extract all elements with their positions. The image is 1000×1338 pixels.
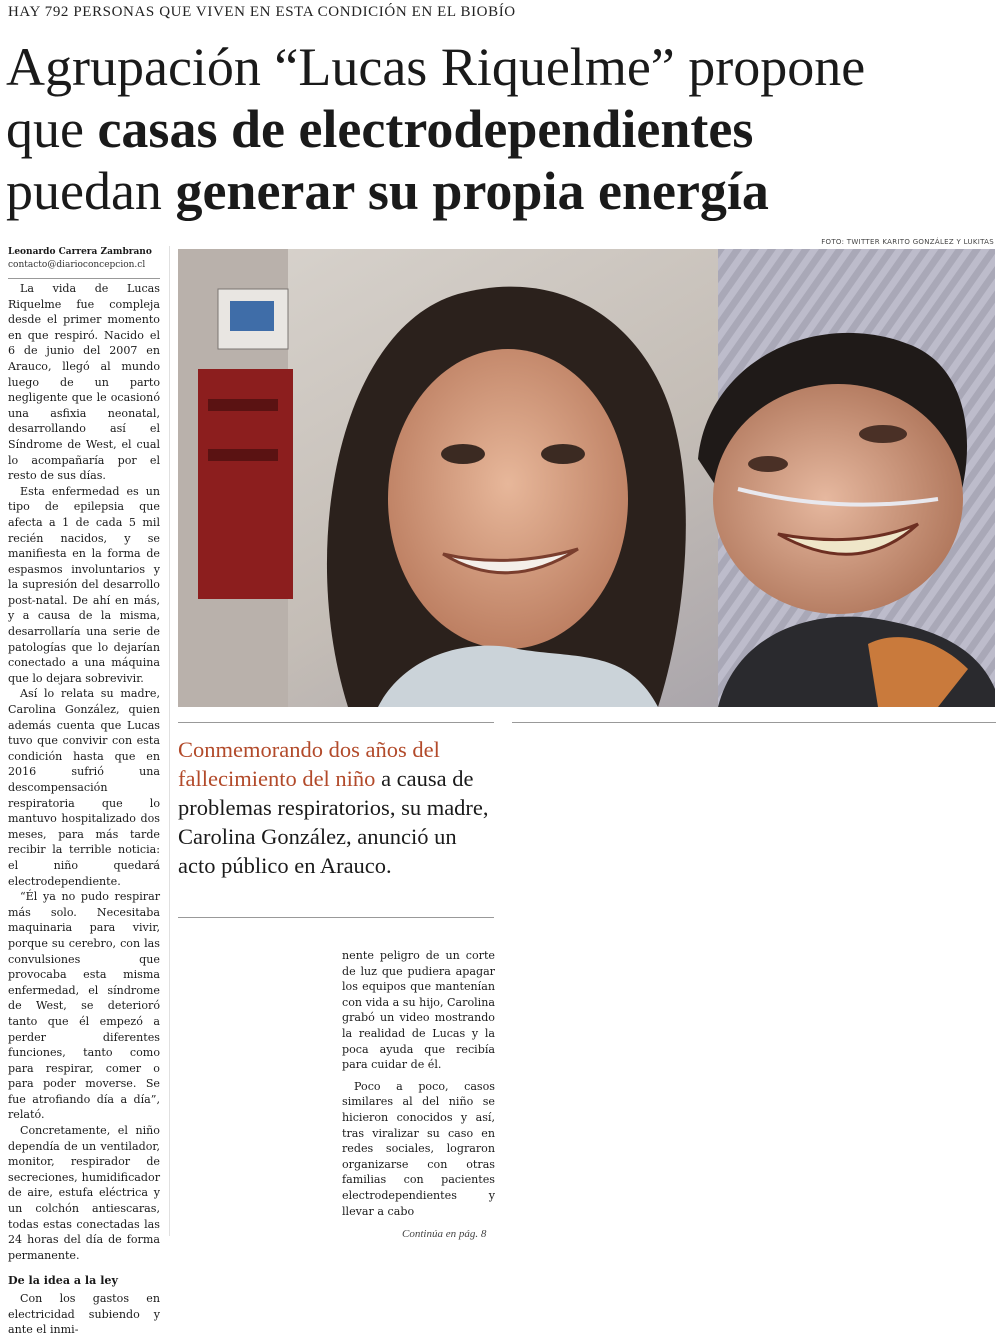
paragraph: nente peligro de un corte de luz que pudiera apagar los equipos que mantenían con vida a su hijo, Carolina grabó un video mostrando la realidad de Lucas y la poca ayuda que recibía para cuidar de él.: [342, 949, 495, 1072]
divider: [512, 722, 996, 723]
paragraph: La vida de Lucas Riquelme fue compleja desde el primer momento en que respiró. Nacido el 6 de junio del 2007 en Arauco, llegó al mundo luego de un parto negligente que le ocasionó una asfixia neonatal, desarrollando así el Síndrome de West, el cual lo acompañaría por el resto de sus días.: [8, 282, 160, 483]
pull-quote-accent: Conmemorando dos años del fallecimiento del niño: [178, 737, 440, 791]
photo-credit: FOTO: TWITTER KARITO GONZÁLEZ Y LUKITAS: [821, 238, 994, 246]
article-column-2: [342, 948, 495, 1219]
byline-email: contacto@diarioconcepcion.cl: [8, 260, 146, 270]
headline: [6, 36, 996, 222]
byline: [8, 246, 160, 279]
headline-line-3-bold: generar su propia energía: [175, 161, 769, 221]
headline-line-3: [6, 160, 996, 222]
column-separator: [169, 246, 170, 1236]
paragraph: Concretamente, el niño dependía de un ventilador, monitor, respirador de secreciones, humidificador de aire, estufa eléctrica y un colchón antiescaras, todas estas conectadas las 24 horas del día de forma permanente.: [8, 1124, 160, 1262]
paragraph: Esta enfermedad es un tipo de epilepsia que afecta a 1 de cada 5 mil recién nacidos, y se manifiesta en la forma de espasmos involuntarios y la supresión del desarrollo post-natal. De ahí en más, y a causa de la misma, desarrollaría una serie de patologías que lo dejarían conectado a una máquina que lo dejara sobrevivir.: [8, 484, 160, 685]
paragraph: Con los gastos en electricidad subiendo y ante el inmi-: [8, 1292, 160, 1337]
pull-quote-text: a causa de problemas respiratorios, su madre, Carolina González, anunció un acto público en Arauco.: [178, 766, 489, 878]
headline-line-1: Agrupación “Lucas Riquelme” propone: [6, 37, 866, 97]
paragraph: Poco a poco, casos similares al del niño se hicieron conocidos y así, tras viralizar su caso en redes sociales, lograron organizarse con otras familias con pacientes electrodependientes y llevar a cabo: [342, 1079, 495, 1218]
paragraph: “Él ya no pudo respirar más solo. Necesitaba maquinaria para vivir, porque su cerebro, con las convulsiones que provocaba esta misma enfermedad, el síndrome de West, se deterioró tanto que él empezó a perder diferentes funciones, tanto como para respirar, comer o para poder moverse. Se fue atrofiando día a día”, relató.: [8, 890, 160, 1122]
kicker: HAY 792 PERSONAS QUE VIVEN EN ESTA CONDICIÓN EN EL BIOBÍO: [8, 4, 516, 20]
headline-line-2-bold: casas de electrodependientes: [97, 99, 754, 159]
article-photo: [178, 249, 995, 707]
divider: [178, 722, 494, 723]
headline-line-3-plain: puedan: [6, 161, 176, 221]
photo-illustration: [178, 249, 995, 707]
byline-author: Leonardo Carrera Zambrano: [8, 247, 152, 257]
headline-line-2: [6, 98, 996, 160]
subheading: De la idea a la ley: [8, 1274, 118, 1288]
article-column-1: [8, 281, 160, 1338]
paragraph: Así lo relata su madre, Carolina González, quien además cuenta que Lucas tuvo que convivir con esta condición hasta que en 2016 sufrió una descompensación respiratoria que lo mantuvo hospitalizado dos meses, para más tarde recibir la terrible noticia: el niño quedará electrodependiente.: [8, 687, 160, 888]
headline-line-2-plain: que: [6, 99, 98, 159]
divider: [178, 917, 494, 918]
pull-quote: [178, 735, 498, 880]
continued-on-page: Continúa en pág. 8: [402, 1228, 487, 1240]
